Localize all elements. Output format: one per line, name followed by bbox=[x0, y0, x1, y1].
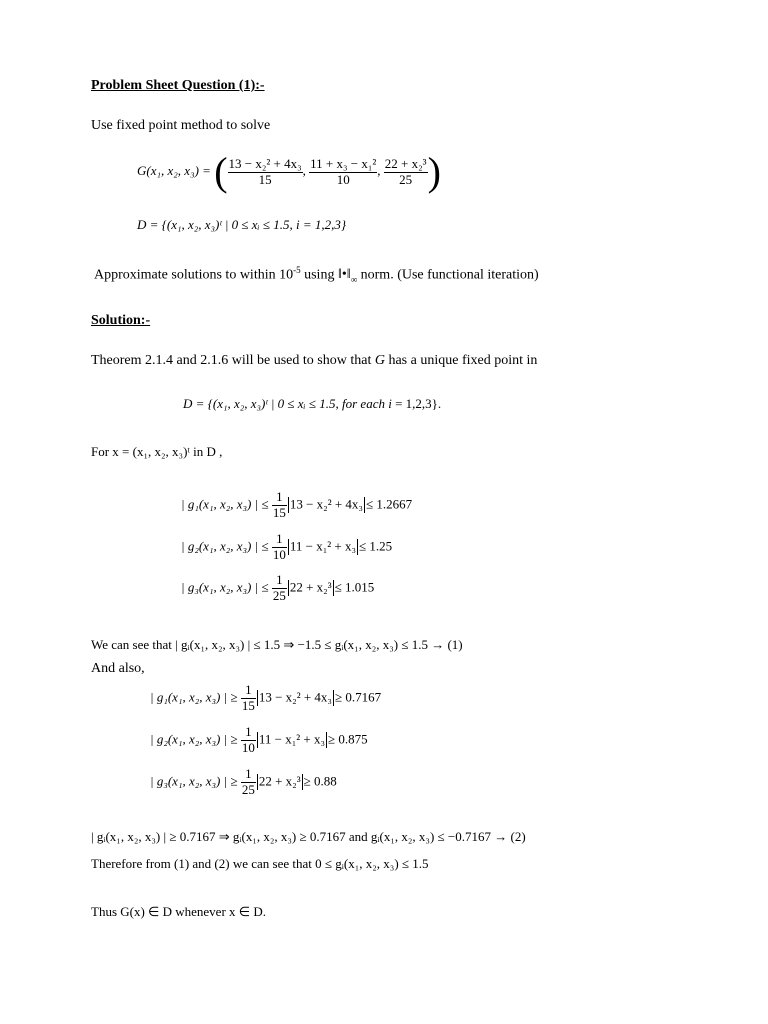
upper-abs: 11 − x₁² + x₃ bbox=[289, 538, 356, 554]
right-paren: ) bbox=[427, 149, 441, 194]
lower-den: 15 bbox=[241, 697, 255, 713]
upper-den: 15 bbox=[272, 504, 286, 520]
approx-part-c: norm. (Use functional iteration) bbox=[357, 267, 539, 283]
upper-abs: 22 + x₂³ bbox=[289, 579, 332, 595]
upper-lhs: | g₃(x₁, x₂, x₃) | ≤ bbox=[181, 579, 269, 595]
infinity-norm: ‖•‖ bbox=[337, 267, 351, 283]
line-2-text: | gᵢ(x₁, x₂, x₃) | ≥ 0.7167 ⇒ gᵢ(x₁, x₂, x₃) ≥ 0.7167 and gᵢ(x₁, x₂, x₃) ≤ −0.7167 → (2) bbox=[91, 829, 526, 844]
approx-part-a: Approximate solutions to within 10 bbox=[94, 267, 294, 283]
G-fraction-2 bbox=[309, 157, 377, 188]
therefore-text: Therefore from (1) and (2) we can see that 0 ≤ gᵢ(x₁, x₂, x₃) ≤ 1.5 bbox=[91, 856, 429, 871]
approx-part-b: using bbox=[300, 267, 338, 283]
lower-bound-row bbox=[150, 767, 337, 798]
upper-rhs: ≤ 1.2667 bbox=[365, 496, 413, 512]
lower-rhs: ≥ 0.7167 bbox=[334, 689, 382, 705]
G-definition: G(x₁, x₂, x₃) = ( $\frac{\text{13 − x₂² + 4x₃}}{15}$ , $\frac{\text{11 + x₃ − x₁²}}{10}$ , $\frac{\text{22 + x₂³}}{25}$ ) bbox=[137, 149, 441, 194]
G-f1-denominator: 15 bbox=[258, 171, 272, 187]
approx-exponent: -5 bbox=[293, 265, 301, 275]
thus-text: Thus G(x) ∈ D whenever x ∈ D. bbox=[91, 904, 266, 919]
intro-text: Use fixed point method to solve bbox=[91, 118, 271, 133]
upper-fraction bbox=[272, 573, 287, 604]
and-also-text: And also, bbox=[91, 661, 145, 676]
G-lhs: G(x₁, x₂, x₃) = bbox=[137, 162, 211, 178]
norm-subscript: ∞ bbox=[350, 274, 358, 285]
upper-num: 1 bbox=[272, 573, 287, 589]
G-f3-denominator: 25 bbox=[399, 171, 413, 187]
lower-abs: 13 − x₂² + 4x₃ bbox=[258, 689, 332, 705]
heading: Problem Sheet Question (1):- bbox=[91, 78, 265, 93]
upper-rhs: ≤ 1.015 bbox=[334, 579, 375, 595]
lower-num: 1 bbox=[241, 683, 256, 699]
lower-abs: 11 − x₁² + x₃ bbox=[258, 731, 325, 747]
lower-rhs: ≥ 0.875 bbox=[328, 731, 368, 747]
lower-bound-row bbox=[150, 725, 368, 756]
upper-abs: 13 − x₂² + 4x₃ bbox=[289, 496, 363, 512]
upper-bound-row bbox=[181, 532, 392, 563]
D-definition: D = {(x₁, x₂, x₃)ᵗ | 0 ≤ xᵢ ≤ 1.5, i = 1,2,3} bbox=[137, 217, 347, 232]
G-f3-numerator: 22 + x₂³ bbox=[384, 155, 427, 171]
theorem-part-b: has a unique fixed point in bbox=[384, 353, 538, 368]
upper-rhs: ≤ 1.25 bbox=[359, 538, 393, 554]
D-set-part-c: = 1,2,3}. bbox=[391, 396, 442, 411]
D-set-part-b: for each i bbox=[342, 396, 392, 411]
lower-fraction bbox=[241, 683, 256, 714]
we-see-text: We can see that | gᵢ(x₁, x₂, x₃) | ≤ 1.5 ⇒ −1.5 ≤ gᵢ(x₁, x₂, x₃) ≤ 1.5 → (1) bbox=[91, 637, 463, 652]
lower-fraction bbox=[241, 767, 256, 798]
theorem-text bbox=[91, 354, 537, 368]
lower-den: 10 bbox=[241, 739, 255, 755]
G-fraction-3 bbox=[384, 157, 428, 188]
approx-text bbox=[94, 266, 539, 284]
G-f2-denominator: 10 bbox=[336, 171, 350, 187]
upper-num: 1 bbox=[272, 490, 287, 506]
lower-lhs: | g₁(x₁, x₂, x₃) | ≥ bbox=[150, 689, 238, 705]
lower-abs: 22 + x₂³ bbox=[258, 773, 301, 789]
lower-fraction bbox=[241, 725, 256, 756]
solution-heading: Solution:- bbox=[91, 313, 151, 328]
upper-bound-row bbox=[181, 490, 412, 521]
lower-bound-row bbox=[150, 683, 381, 714]
G-f1-numerator: 13 − x₂² + 4x₃ bbox=[228, 155, 302, 171]
upper-den: 25 bbox=[272, 587, 286, 603]
theorem-part-a: Theorem 2.1.4 and 2.1.6 will be used to show that bbox=[91, 353, 375, 368]
G-fraction-1 bbox=[228, 157, 303, 188]
lower-lhs: | g₃(x₁, x₂, x₃) | ≥ bbox=[150, 773, 238, 789]
upper-lhs: | g₂(x₁, x₂, x₃) | ≤ bbox=[181, 538, 269, 554]
upper-lhs: | g₁(x₁, x₂, x₃) | ≤ bbox=[181, 496, 269, 512]
lower-num: 1 bbox=[241, 725, 256, 741]
theorem-G: G bbox=[374, 353, 385, 368]
lower-rhs: ≥ 0.88 bbox=[303, 773, 337, 789]
lower-lhs: | g₂(x₁, x₂, x₃) | ≥ bbox=[150, 731, 238, 747]
upper-den: 10 bbox=[272, 546, 286, 562]
upper-fraction bbox=[272, 490, 287, 521]
D-set bbox=[183, 397, 441, 410]
G-f2-numerator: 11 + x₃ − x₁² bbox=[310, 155, 377, 171]
upper-fraction bbox=[272, 532, 287, 563]
upper-bound-row bbox=[181, 573, 374, 604]
D-set-part-a: D = {(x₁, x₂, x₃)ᵗ | 0 ≤ xᵢ ≤ 1.5, bbox=[183, 396, 342, 411]
upper-num: 1 bbox=[272, 532, 287, 548]
for-x-text: For x = (x₁, x₂, x₃)ᵗ in D , bbox=[91, 444, 223, 459]
left-paren: ( bbox=[214, 149, 228, 194]
lower-num: 1 bbox=[241, 767, 256, 783]
lower-den: 25 bbox=[241, 781, 255, 797]
